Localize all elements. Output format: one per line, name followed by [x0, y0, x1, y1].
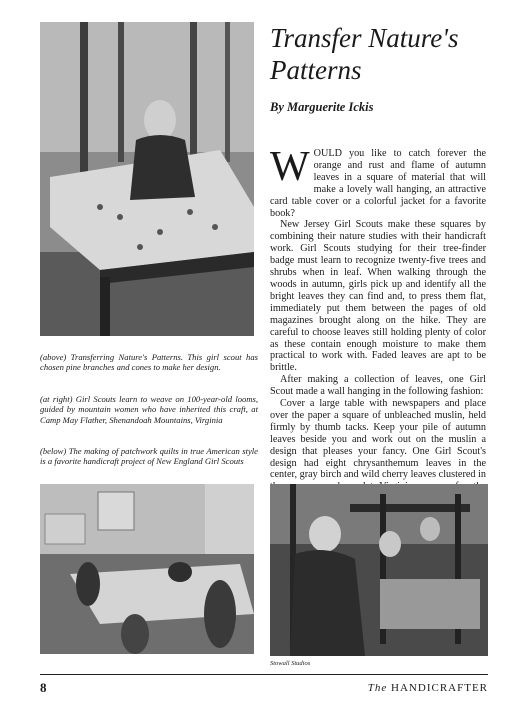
caption-above: (above) Transferring Nature's Patterns. This girl scout has chosen pine branches and cones to make her design. — [40, 352, 258, 373]
drop-cap: W — [270, 144, 310, 190]
byline: By Marguerite Ickis — [270, 100, 374, 114]
caption-below: (below) The making of patchwork quilts in true American style is a favorite handicraft project of New England Girl Scouts — [40, 446, 258, 467]
footer-rule — [40, 674, 488, 675]
footer-magazine: HANDICRAFTER — [391, 682, 488, 694]
article-body — [270, 144, 486, 517]
paragraph-2: New Jersey Girl Scouts make these squares by combining their nature studies with their handicraft work. Girl Scouts studying for their tree-finder badge must learn to recognize twenty-five trees and shrubs when in leaf. When walking through the woods in autumn, girls pick up and identify all the bright leaves they can find and, to press them flat, immediately put them between the pages of old magazines brought along on the hike. They are careful to choose leaves still holding plenty of color as these contain enough moisture to make them practical to work with. Faded leaves are apt to be brittle. — [270, 219, 486, 374]
footer-the: The — [367, 682, 388, 694]
caption-at-right: (at right) Girl Scouts learn to weave on 100-year-old looms, guided by mountain women who have inherited this craft, at Camp May Flather, Shenandoah Mountains, Virginia — [40, 394, 258, 425]
paragraph-1 — [270, 144, 486, 219]
page-number: 8 — [40, 680, 47, 695]
paragraph-3: After making a collection of leaves, one Girl Scout made a wall hanging in the following fashion: — [270, 374, 486, 398]
magazine-name — [368, 682, 488, 694]
paragraph-4: Cover a large table with newspapers and place over the paper a square of unbleached muslin, held firmly by thumb tacks. Keep your pile of autumn leaves beside you and work out on the muslin a design that pleases your fancy. One Girl Scout's design had eight chrysanthemum leaves in the center, gray birch and wild cherry leaves clustered in — [270, 398, 486, 481]
article-title: Transfer Nature's Patterns — [270, 23, 459, 85]
photo-patchwork-quilt — [40, 484, 254, 654]
photo-credit: Stowall Studios — [270, 660, 311, 667]
photo-loom-weaving — [270, 484, 488, 656]
paragraph-1-text: OULD you like to catch forever the orange and rust and flame of autumn leaves in a square of material that will make a lovely wall hanging, an attractive card table cover or a colorful jacket for a favorite book? — [270, 148, 486, 219]
photo-girl-scout-design — [40, 22, 254, 336]
